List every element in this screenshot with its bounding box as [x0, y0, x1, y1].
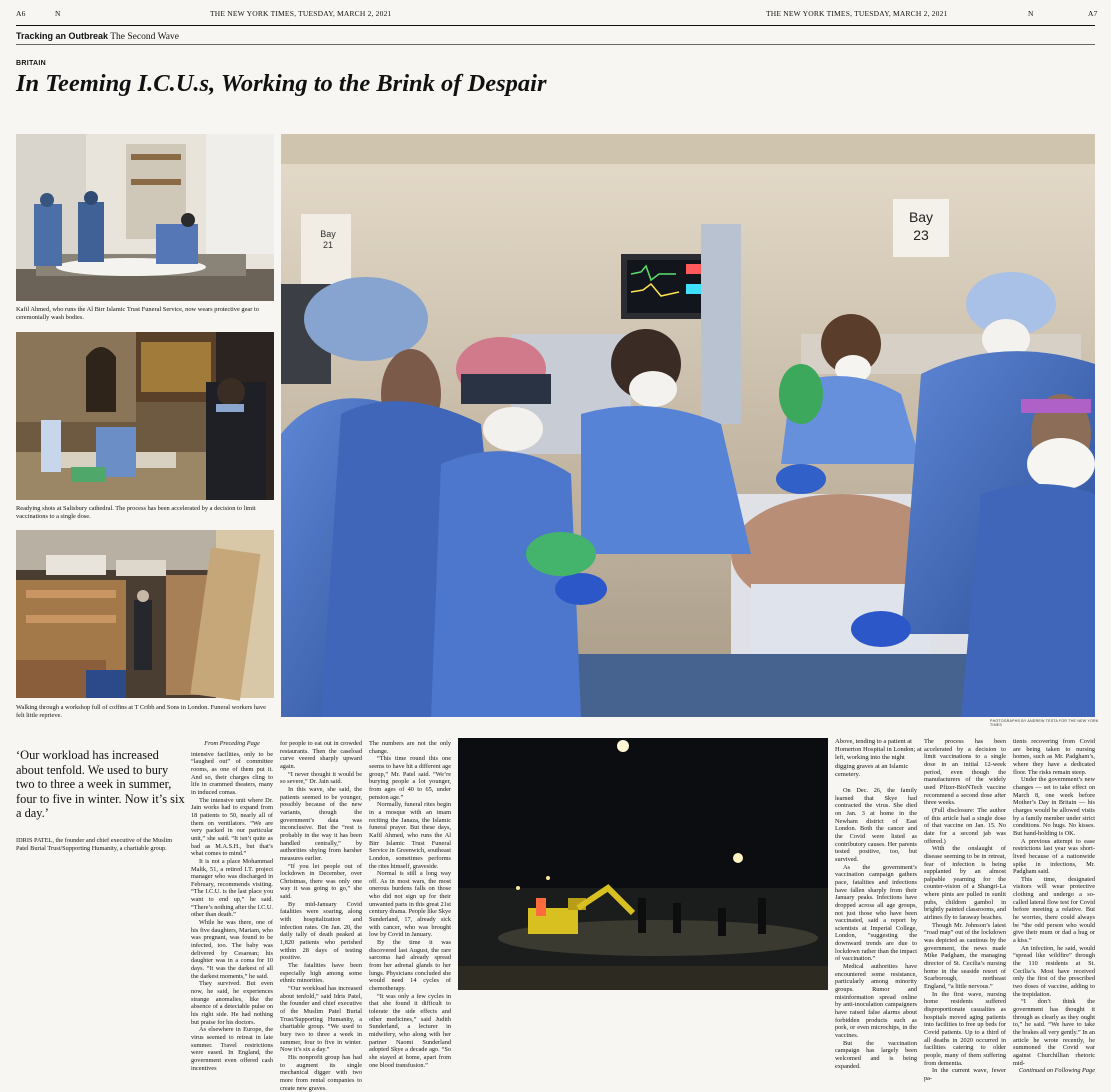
paragraph: They survived. But even now, he said, he experiences strange anomalies, like the absence of a detectable pulse on his right side. He had nothing but praise for his doctors. [191, 980, 273, 1026]
paragraph: “It was only a few cycles in that she found it difficult to tolerate the side effects and other medicines,” said Judith Sunderland, a lecturer in midwifery, who along with her partner Naomi Sunderland adopted Skye a decade ago. “So she stayed at home, apart from one blood transfusion.” [369, 992, 451, 1069]
text-column-5 [924, 738, 1006, 1082]
photo-funeral-service [16, 134, 274, 301]
photo-salisbury-cathedral [16, 332, 274, 500]
paragraph: The fatalities have been especially high among some ethnic minorities. [280, 962, 362, 985]
section-sub: The Second Wave [110, 32, 179, 42]
edition-marker-right: N [1028, 9, 1034, 18]
headline: In Teeming I.C.U.s, Working to the Brink of Despair [16, 70, 547, 97]
paragraph: “This time round this one seems to have hit a different age group,” Mr. Patel said. “We’re burying people a lot younger, from ages of 40 to 65, under pension age.” [369, 755, 451, 801]
bay-23-sign [896, 208, 946, 244]
pull-quote-attribution: IDRIS PATEL, the founder and chief executive of the Muslim Patel Burial Trust/Supporting Humanity, a charitable group. [16, 837, 173, 852]
text-column-4 [835, 787, 917, 1070]
paragraph: While he was there, one of his five daughters, Mariam, who was pregnant, was found to be infected, too. The baby was delivered by Cesarean; his daughter was in a coma for 10 days. “It was the darkest of all the darkest moments,” he said. [191, 919, 273, 980]
paragraph: tients recovering from Covid are being taken to nursing homes, such as Mr. Padgham’s, where they have a dedicated floor. The risks remain steep. [1013, 738, 1095, 776]
text-column-6 [1013, 738, 1095, 1075]
paragraph: In the first wave, nursing home residents suffered disproportionate casualties as hospitals moved aging patients into facilities to free up beds for Covid patients. Up to a third of all deaths in 2020 occurred in facilities catering to older people, many of them suffering from dementia. [924, 990, 1006, 1067]
caption-coffin-workshop: Walking through a workshop full of coffins at T Cribb and Sons in London. Funeral workers have felt little reprieve. [16, 704, 266, 719]
section-rule [16, 44, 1095, 45]
paragraph: Though Mr. Johnson’s latest “road map” out of the lockdown was depicted as cautious by the government, the news made Mike Padgham, the managing director of St. Cecilia’s nursing home in the seaside resort of Scarborough, northeast England, “a little nervous.” [924, 921, 1006, 990]
kicker: BRITAIN [16, 60, 46, 67]
bay-21-sign: Bay 21 [320, 229, 336, 250]
edition-marker-left: N [55, 9, 61, 18]
page-number-left: A6 [16, 9, 26, 18]
paragraph: By mid-January Covid fatalities were soaring, along with hospitalization and infection rates. On Jan. 20, the daily tally of death peaked at 1,820 patients who perished within 28 days of testing positive. [280, 900, 362, 962]
paragraph: In the current wave, fewer pa- [924, 1067, 1006, 1082]
text-column-3 [369, 740, 451, 1069]
paragraph: As the government’s vaccination campaign gathers pace, fatalities and infections have fallen sharply from their January peaks. Infections have dropped across all age groups, not just those who have been vaccinated, said a report by scientists at Imperial College, London, “suggesting the downward trends are due to lockdown rather than the impact of vaccination.” [835, 863, 917, 963]
jump-from-line: From Preceding Page [204, 740, 260, 747]
paragraph: Medical authorities have encountered some resistance, particularly among minority groups. Rumor and misinformation spread online by anti-inoculation campaigners have raised false alarms about forbidden products such as pork, or even microchips, in the vaccines. [835, 963, 917, 1039]
paragraph: With the onslaught of disease seeming to be in retreat, fear of infection is being supplanted by an almost palpable yearning for the counter-vision of a Shangri-La where pints are pulled in sunlit pubs, children gambol in brightly painted classrooms, and airlines fly to faraway beaches. [924, 845, 1006, 922]
paragraph: In this wave, she said, the patients seemed to be younger, possibly because of the new variants, though the government’s data was inconclusive. But the “rest is probably in the way it has been handled centrally,” by authorities shying from harsher measures earlier. [280, 785, 362, 862]
top-rule [16, 25, 1095, 26]
paragraph: “I never thought it would be so severe,” Dr. Jain said. [280, 770, 362, 786]
paragraph: intensive facilities, only to be “laughed out” of committee rooms, as one of them put it. And so, their charges cling to life in crammed theaters, many in induced comas. [191, 750, 273, 796]
paragraph: for people to eat out in crowded restaurants. Then the caseload curve veered sharply upward again. [280, 740, 362, 770]
paragraph: By the time it was discovered last August, the rare sarcoma had already spread from her adrenal glands to her lungs. Physicians concluded she would need 14 cycles of chemotherapy. [369, 939, 451, 992]
paragraph: “If you let people out of lockdown in December, over Christmas, there was only one way it was going to go,” she said. [280, 862, 362, 901]
photo-coffin-workshop [16, 530, 274, 698]
bay-23-label: Bay [908, 209, 934, 225]
paragraph: An infection, he said, would “spread like wildfire” through the 110 residents at St. Cecilia’s. Most have received only the first of the prescribed two doses of vaccine, adding to the trepidation. [1013, 944, 1095, 998]
section-name: Tracking an Outbreak [16, 31, 109, 41]
jump-to-line: Continued on Following Page [1018, 1067, 1095, 1075]
paragraph: A previous attempt to ease restrictions last year was short-lived because of a nationwide spike in infections, Mr. Padgham said. [1013, 837, 1095, 876]
photo-icu-main [281, 134, 1095, 717]
paragraph: Under the government’s new changes — set to take effect on March 8, one week before Mother’s Day in Britain — his charges would be allowed visits by a family member under strict conditions. No hugs. No kisses. But hand-holding is OK. [1013, 776, 1095, 837]
bay-23-number: 23 [913, 227, 929, 243]
text-column-2 [280, 740, 362, 1092]
paragraph: But the vaccination campaign has largely been welcomed and is being expanded. [835, 1039, 917, 1070]
pull-quote: ‘Our workload has increased about tenfold. We used to bury two to three a week in summer, four to five in winter. Now it’s six a day.’ [16, 748, 185, 820]
photo-cemetery-night [458, 738, 828, 990]
paragraph: (Full disclosure: The author of this article had a single dose of that vaccine on Jan. 15. No date for a second jab was offered.) [924, 806, 1006, 845]
paragraph: “Our workload has increased about tenfold,” said Idris Patel, the founder and chief executive of the Muslim Patel Burial Trust/Supporting Humanity, a charitable group. “We used to bury two to three a week in summer, four to five in winter. Now it’s six a day.” [280, 985, 362, 1054]
paragraph: His nonprofit group has had to augment its single mechanical digger with two more from rental companies to create new graves. [280, 1053, 362, 1092]
paragraph: The intensive unit where Dr. Jain works had to expand from 18 patients to 50, nearly all of them on ventilators. “We are very packed in our particular unit,” she said. “It isn’t quite as bad as M.A.S.H., but that’s what comes to mind.” [191, 796, 273, 858]
paragraph: “I don’t think the government has thought it through as clearly as they ought to,” he said. “We have to take the brakes all very gently.” In an article he wrote recently, he summoned the Covid war against Churchillian rhetoric mid- [1013, 998, 1095, 1067]
paragraph: The process has been accelerated by a decision to limit vaccinations to a single dose in an initial 12-week period, even though the manufacturers of the widely used Pfizer-BioNTech vaccine recommend a second dose after three weeks. [924, 738, 1006, 807]
folio-title-right: THE NEW YORK TIMES, TUESDAY, MARCH 2, 2021 [766, 9, 948, 18]
section-label [16, 31, 179, 42]
paragraph: As elsewhere in Europe, the virus seemed to retreat in late summer. Travel restrictions were eased. In England, the government even offered cash incentives [191, 1026, 273, 1072]
folio-title-left: THE NEW YORK TIMES, TUESDAY, MARCH 2, 2021 [210, 9, 392, 18]
page-number-right: A7 [1088, 9, 1098, 18]
caption-salisbury-cathedral: Readying shots at Salisbury cathedral. The process has been accelerated by a decision to limit vaccinations to a single dose. [16, 505, 256, 520]
caption-funeral-service: Kafil Ahmed, who runs the Al Birr Islamic Trust Funeral Service, now wears protective gear to ceremonially wash bodies. [16, 306, 259, 321]
paragraph: Normal is still a long way off. As in most wars, the most onerous burdens falls on those who did not sign up for their unwanted parts in this great 21st century drama. People like Skye Sunderland, 17, already sick with cancer, who was brought low by Covid in January. [369, 870, 451, 939]
paragraph: It is not a place Mohammad Malik, 51, a retired I.T. project manager who was discharged in February, recommends visiting. “The I.C.U. is the last place you want to end up,” he said. “There’s nothing after the I.C.U. other than death.” [191, 857, 274, 919]
text-column-1 [191, 740, 274, 1072]
paragraph: The numbers are not the only change. [369, 740, 451, 755]
paragraph: This time, designated visitors will wear protective clothing and undergo a so-called lateral flow test for Covid before meeting a relative. But he worries, there could always be “the odd person who would give their mum or dad a hug or a kiss.” [1013, 875, 1095, 945]
paragraph: Normally, funeral rites begin in a mosque with an imam reciting the Janaza, the Islamic funeral prayer. But these days, Kafil Ahmed, who runs the Al Birr Islamic Trust Funeral Service in Greenwich, southeast London, sometimes performs the rites himself, graveside. [369, 801, 451, 870]
photo-credit: PHOTOGRAPHS BY ANDREW TESTA FOR THE NEW YORK TIMES [990, 719, 1099, 727]
caption-cemetery-night: Above, tending to a patient at Homerton Hospital in London; at left, working into the night digging graves at an Islamic cemetery. [835, 738, 922, 778]
paragraph: On Dec. 26, the family learned that Skye had contracted the virus. She died on Jan. 3 at home in the Newham district of East London. Both the cancer and the Covid were listed as contributory causes. Her parents tested positive, too, but survived. [835, 787, 917, 863]
